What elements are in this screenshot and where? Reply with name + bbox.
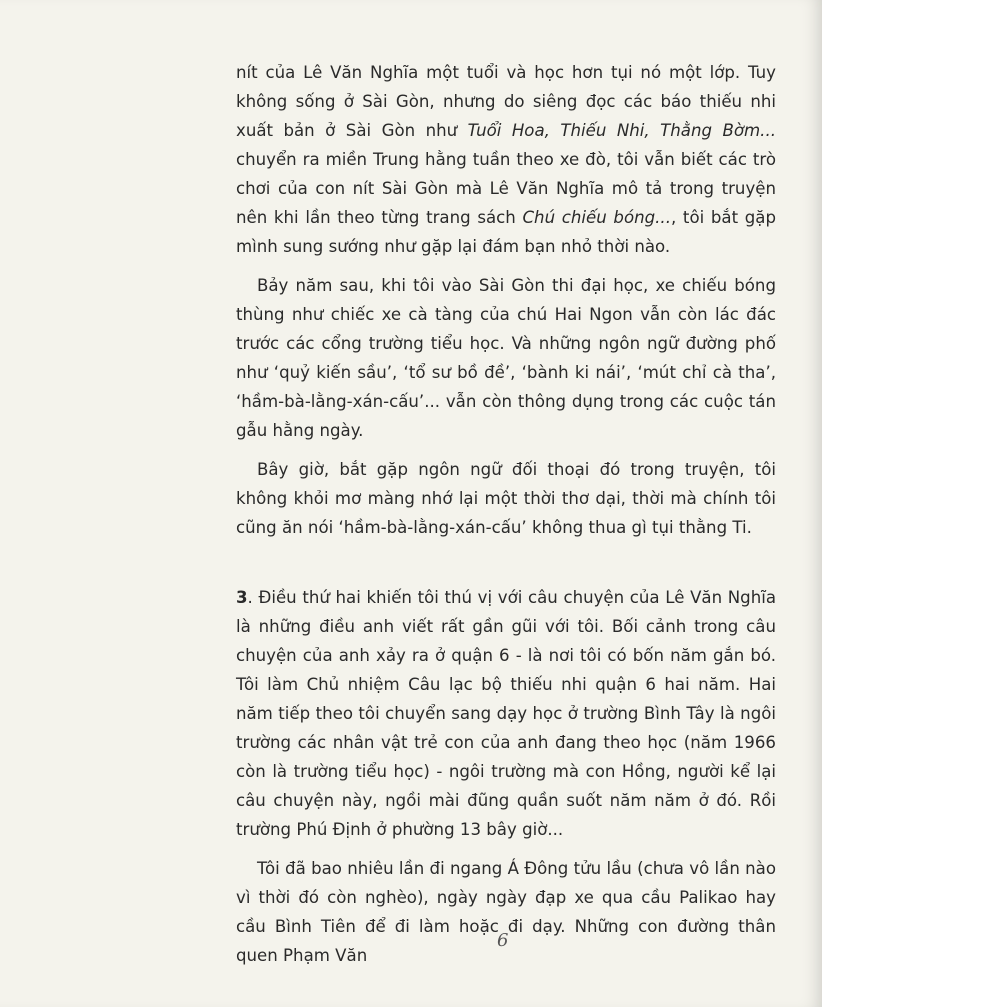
paragraph-1-text-a: nít của Lê Văn Nghĩa một tuổi và học hơn tụi nó một lớp. Tuy không sống ở Sài Gòn, nhưng do siêng đọc các báo thiếu nhi xuất bản ở Sài Gòn như — [236, 63, 776, 140]
page-body-text — [236, 58, 776, 980]
paragraph-1-magazine-titles: Tuổi Hoa, Thiếu Nhi, Thằng Bờm... — [467, 121, 776, 140]
paragraph-2: Bảy năm sau, khi tôi vào Sài Gòn thi đại học, xe chiếu bóng thùng như chiếc xe cà tàng của chú Hai Ngon vẫn còn lác đác trước các cổng trường tiểu học. Và những ngôn ngữ đường phố như ‘quỷ kiến sầu’, ‘tổ sư bồ đề’, ‘bành ki nái’, ‘mút chỉ cà tha’, ‘hầm-bà-lằng-xán-cấu’... vẫn còn thông dụng trong các cuộc tán gẫu hằng ngày. — [236, 276, 776, 440]
paragraph-1-text-b: chuyển ra miền Trung hằng tuần theo xe đò, tôi vẫn biết các trò chơi của con nít Sài Gòn mà Lê Văn Nghĩa mô tả trong truyện nên khi lần theo từng trang sách — [236, 150, 776, 227]
paragraph-4-section-3 — [236, 583, 776, 844]
paragraph-5: Tôi đã bao nhiêu lần đi ngang Á Đông tửu lầu (chưa vô lần nào vì thời đó còn nghèo), ngày ngày đạp xe qua cầu Palikao hay cầu Bình Tiên để đi làm hoặc đi dạy. Những con đường thân quen Phạm Văn — [236, 859, 776, 965]
paragraph-3: Bây giờ, bắt gặp ngôn ngữ đối thoại đó trong truyện, tôi không khỏi mơ màng nhớ lại một thời thơ dại, thời mà chính tôi cũng ăn nói ‘hầm-bà-lằng-xán-cấu’ không thua gì tụi thằng Ti. — [236, 460, 776, 537]
paragraph-1-book-title: Chú chiếu bóng... — [522, 208, 671, 227]
paragraph-1 — [236, 58, 776, 261]
page-number: 6 — [497, 930, 509, 951]
paragraph-1-text-c: , tôi bắt gặp mình sung sướng như gặp lại đám bạn nhỏ thời nào. — [236, 208, 776, 256]
paragraph-4-text: . Điều thứ hai khiến tôi thú vị với câu chuyện của Lê Văn Nghĩa là những điều anh viết rất gần gũi với tôi. Bối cảnh trong câu chuyện của anh xảy ra ở quận 6 - là nơi tôi có bốn năm gắn bó. Tôi làm Chủ nhiệm Câu lạc bộ thiếu nhi quận 6 hai năm. Hai năm tiếp theo tôi chuyển sang dạy học ở trường Bình Tây là ngôi trường các nhân vật trẻ con của anh đang theo học (năm 1966 còn là trường tiểu học) - ngôi trường mà con Hồng, người kể lại câu chuyện này, ngồi mài đũng quần suốt năm năm ở đó. Rồi trường Phú Định ở phường 13 bây giờ... — [236, 588, 776, 839]
section-number: 3 — [236, 588, 248, 607]
